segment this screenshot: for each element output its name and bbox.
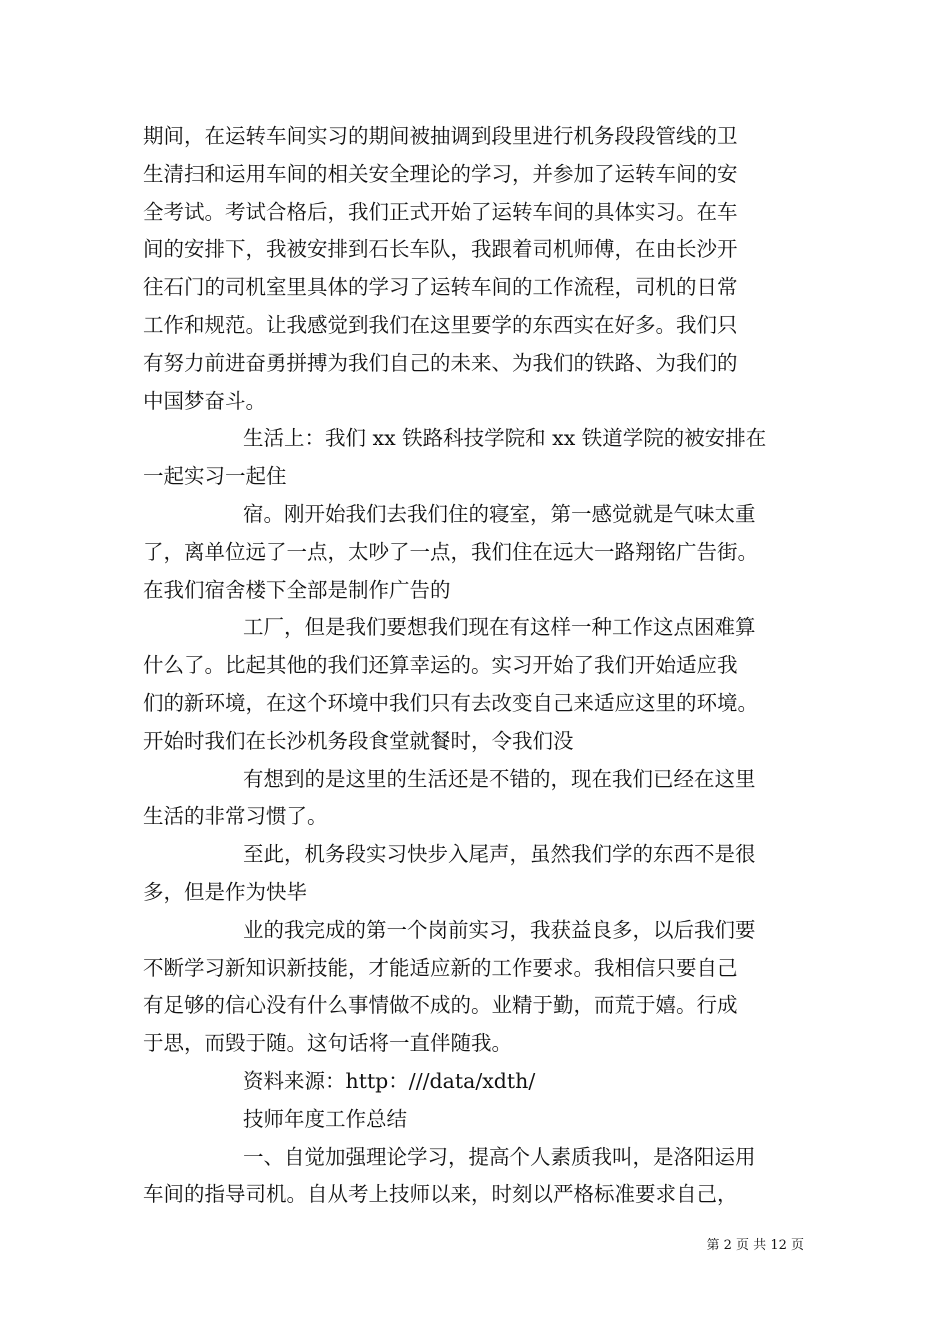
text-line: 不断学习新知识新技能，才能适应新的工作要求。我相信只要自己 [143, 955, 738, 980]
text-line: 资料来源：http：///data/xdth/ [243, 1068, 536, 1093]
paragraph [143, 1063, 808, 1101]
text-line: 一起实习一起住 [143, 464, 287, 489]
text-line: 们的新环境，在这个环境中我们只有去改变自己来适应这里的环境。 [143, 690, 758, 715]
text-line: 在我们宿舍楼下全部是制作广告的 [143, 577, 451, 602]
text-line: 至此，机务段实习快步入尾声，虽然我们学的东西不是很 [243, 842, 756, 867]
paragraph [143, 118, 808, 420]
text-line: 车间的指导司机。自从考上技师以来，时刻以严格标准要求自己， [143, 1182, 738, 1207]
text-line: 生活上：我们 xx 铁路科技学院和 xx 铁道学院的被安排在 [243, 426, 767, 451]
page-number: 第 2 页 共 12 页 [706, 1238, 804, 1253]
text-line: 宿。刚开始我们去我们住的寝室，第一感觉就是气味太重 [243, 501, 756, 526]
text-line: 于思，而毁于随。这句话将一直伴随我。 [143, 1031, 512, 1056]
text-line: 生活的非常习惯了。 [143, 804, 328, 829]
text-line: 期间，在运转车间实习的期间被抽调到段里进行机务段段管线的卫 [143, 124, 738, 148]
text-line: 多，但是作为快毕 [143, 879, 307, 904]
text-line: 什么了。比起其他的我们还算幸运的。实习开始了我们开始适应我 [143, 653, 738, 678]
text-line: 全考试。考试合格后，我们正式开始了运转车间的具体实习。在车 [143, 199, 738, 224]
text-line: 有想到的是这里的生活还是不错的，现在我们已经在这里 [243, 766, 756, 791]
paragraph [143, 761, 808, 837]
paragraph [143, 609, 808, 760]
text-line: 业的我完成的第一个岗前实习，我获益良多，以后我们要 [243, 917, 756, 942]
text-line: 中国梦奋斗。 [143, 388, 266, 413]
text-line: 了，离单位远了一点，太吵了一点，我们住在远大一路翔铭广告街。 [143, 539, 758, 564]
paragraph [143, 912, 808, 1063]
text-line: 工作和规范。让我感觉到我们在这里要学的东西实在好多。我们只 [143, 312, 738, 337]
text-line: 有足够的信心没有什么事情做不成的。业精于勤，而荒于嬉。行成 [143, 993, 738, 1018]
text-line: 工厂，但是我们要想我们现在有这样一种工作这点困难算 [243, 615, 756, 640]
paragraph [143, 496, 808, 609]
text-line: 开始时我们在长沙机务段食堂就餐时，令我们没 [143, 728, 574, 753]
document-body [143, 118, 808, 1214]
text-line: 往石门的司机室里具体的学习了运转车间的工作流程，司机的日常 [143, 275, 738, 300]
text-line: 技师年度工作总结 [243, 1106, 407, 1131]
text-line: 一、自觉加强理论学习，提高个人素质我叫，是洛阳运用 [243, 1144, 756, 1169]
paragraph [143, 1101, 808, 1139]
paragraph [143, 836, 808, 912]
text-line: 有努力前进奋勇拼搏为我们自己的未来、为我们的铁路、为我们的 [143, 350, 738, 375]
paragraph [143, 420, 808, 496]
paragraph [143, 1139, 808, 1215]
text-line: 间的安排下，我被安排到石长车队，我跟着司机师傅，在由长沙开 [143, 237, 738, 262]
text-line: 生清扫和运用车间的相关安全理论的学习，并参加了运转车间的安 [143, 161, 738, 186]
